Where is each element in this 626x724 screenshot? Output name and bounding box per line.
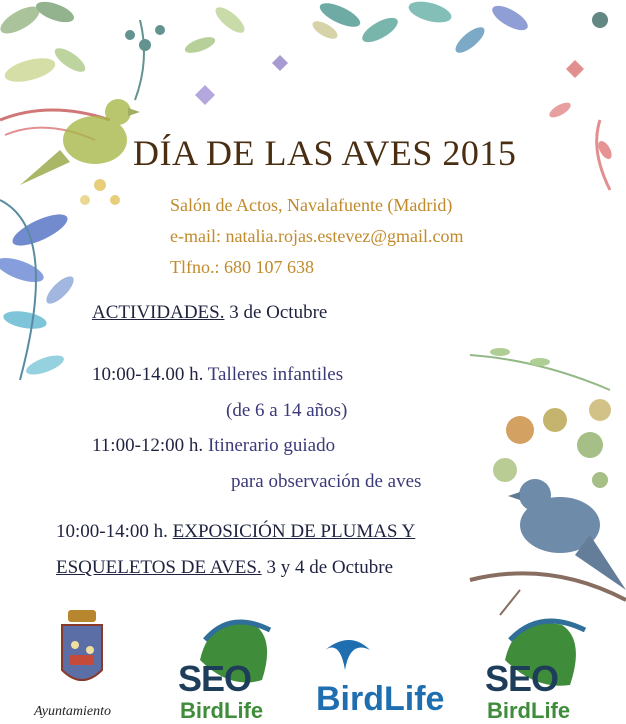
exhibition-line-2 (56, 557, 393, 579)
ayuntamiento-label: Ayuntamiento (34, 704, 111, 719)
activities-date: 3 de Octubre (229, 302, 328, 323)
activities-heading: ACTIVIDADES. (92, 302, 225, 323)
event-title: DÍA DE LAS AVES 2015 (133, 133, 517, 173)
event-venue: Salón de Actos, Navalafuente (Madrid) (170, 195, 453, 215)
exhibition-time: 10:00-14:00 h. (56, 521, 168, 542)
activities-heading-line (92, 302, 327, 324)
seo-logo-word: SEO (178, 658, 252, 699)
activity-row (92, 364, 343, 386)
exhibition-dates: 3 y 4 de Octubre (266, 557, 394, 578)
event-phone: Tlfno.: 680 107 638 (170, 257, 314, 277)
activity-name: Talleres infantiles (207, 364, 344, 385)
activity-detail: (de 6 a 14 años) (226, 400, 348, 421)
seo-logo-birdlife: BirdLife (180, 698, 264, 723)
seo-logo-word: SEO (485, 658, 559, 699)
seo-logo-birdlife: BirdLife (487, 698, 571, 723)
exhibition-name-2: ESQUELETOS DE AVES. (56, 557, 262, 578)
event-email: e-mail: natalia.rojas.estevez@gmail.com (170, 226, 464, 246)
activity-time: 10:00-14.00 h. (92, 364, 204, 385)
activity-name: Itinerario guiado (207, 435, 336, 456)
exhibition-line-1 (56, 521, 415, 543)
exhibition-name-1: EXPOSICIÓN DE PLUMAS Y (172, 521, 416, 542)
activity-detail: para observación de aves (231, 471, 422, 492)
activity-time: 11:00-12:00 h. (92, 435, 204, 456)
birdlife-logo: BirdLife (316, 680, 445, 718)
activity-row (92, 435, 335, 457)
